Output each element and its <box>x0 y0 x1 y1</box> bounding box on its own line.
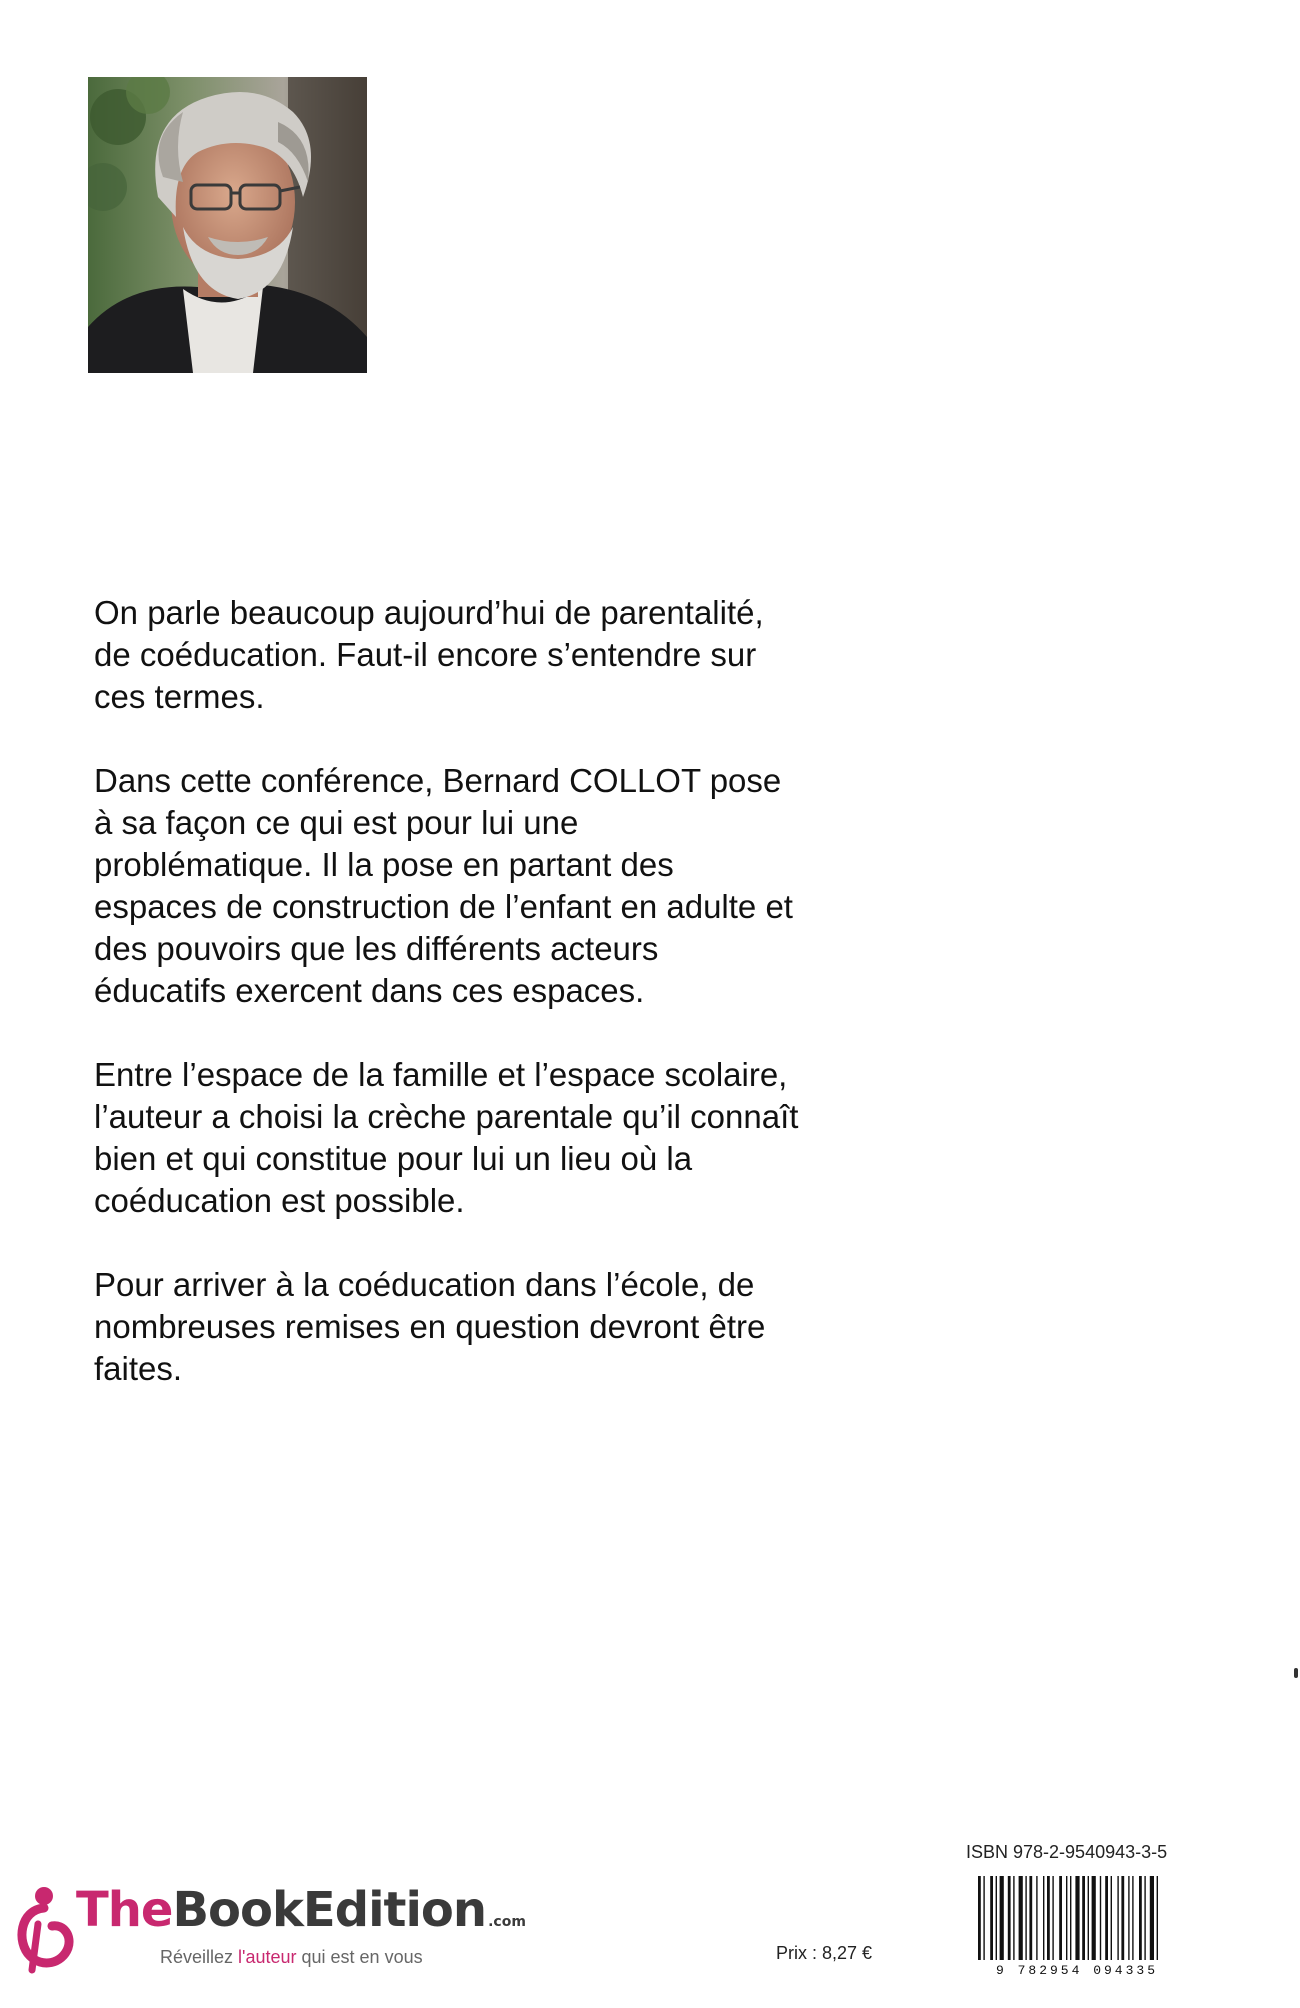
barcode-bar <box>1052 1876 1053 1960</box>
price-label: Prix : 8,27 € <box>776 1943 873 1963</box>
barcode-bar <box>983 1876 984 1960</box>
barcode-bar <box>1121 1876 1124 1960</box>
blurb-paragraph: On parle beaucoup aujourd’hui de parentalité, de coéducation. Faut-il encore s’entendre sur ces termes. <box>94 594 764 715</box>
barcode-bar <box>996 1876 997 1960</box>
barcode-digits: 9 782954 094335 <box>995 1963 1159 1976</box>
publisher-logo <box>12 1880 532 1980</box>
tagline-pre: Réveillez <box>160 1947 239 1967</box>
barcode-bar <box>1105 1876 1108 1960</box>
barcode-bar <box>1128 1876 1129 1960</box>
barcode-bar <box>1019 1876 1023 1960</box>
barcode-bar <box>1157 1876 1158 1960</box>
barcode-bar <box>1000 1876 1004 1960</box>
publisher-tagline <box>160 1947 423 1968</box>
barcode-bar <box>1092 1876 1096 1960</box>
blurb-paragraph: Entre l’espace de la famille et l’espace scolaire, l’auteur a choisi la crèche parentale qu’il connaît bien et qui constitue pour lui un lieu où la coéducation est possible. <box>94 1056 799 1219</box>
author-portrait-icon <box>88 77 367 373</box>
barcode-bar <box>1025 1876 1026 1960</box>
barcode-bar <box>1013 1876 1014 1960</box>
barcode-bar <box>978 1876 981 1960</box>
barcode-bar <box>1075 1876 1079 1960</box>
barcode-bar <box>1139 1876 1142 1960</box>
brand-com: .com <box>488 1914 526 1930</box>
publisher-mark-icon <box>12 1884 74 1974</box>
barcode-bar <box>1029 1876 1032 1960</box>
barcode-bar <box>1144 1876 1145 1960</box>
edge-mark <box>1294 1668 1298 1678</box>
brand-book: BookEdition <box>172 1882 487 1938</box>
barcode-bar <box>990 1876 993 1960</box>
barcode-bar <box>1117 1876 1118 1960</box>
barcode-bar <box>1100 1876 1101 1960</box>
barcode-bar <box>1150 1876 1154 1960</box>
barcode-bar <box>1008 1876 1011 1960</box>
tagline-post: qui est en vous <box>296 1947 423 1967</box>
tagline-accent: l'auteur <box>238 1947 297 1967</box>
barcode-bar <box>1043 1876 1044 1960</box>
isbn-label: ISBN 978-2-9540943-3-5 <box>966 1842 1168 1862</box>
barcode-bar <box>1036 1876 1037 1960</box>
barcode-bar <box>1111 1876 1112 1960</box>
barcode-bar <box>1066 1876 1067 1960</box>
isbn-barcode <box>974 1876 1180 1976</box>
barcode-bar <box>1070 1876 1071 1960</box>
barcode-bar <box>1059 1876 1062 1960</box>
publisher-brand <box>76 1882 526 1938</box>
brand-the: The <box>76 1882 173 1938</box>
back-cover-blurb <box>94 592 914 1432</box>
barcode-bar <box>1047 1876 1050 1960</box>
barcode-bar <box>1082 1876 1085 1960</box>
barcode-bar <box>1088 1876 1089 1960</box>
author-photo <box>88 77 367 373</box>
blurb-paragraph: Pour arriver à la coéducation dans l’école, de nombreuses remises en question devront être faites. <box>94 1266 766 1387</box>
barcode-bar <box>1132 1876 1133 1960</box>
blurb-paragraph: Dans cette conférence, Bernard COLLOT pose à sa façon ce qui est pour lui une problématique. Il la pose en partant des espaces de construction de l’enfant en adulte et des pouvoirs que les différents acteurs éducatifs exercent dans ces espaces. <box>94 762 793 1009</box>
